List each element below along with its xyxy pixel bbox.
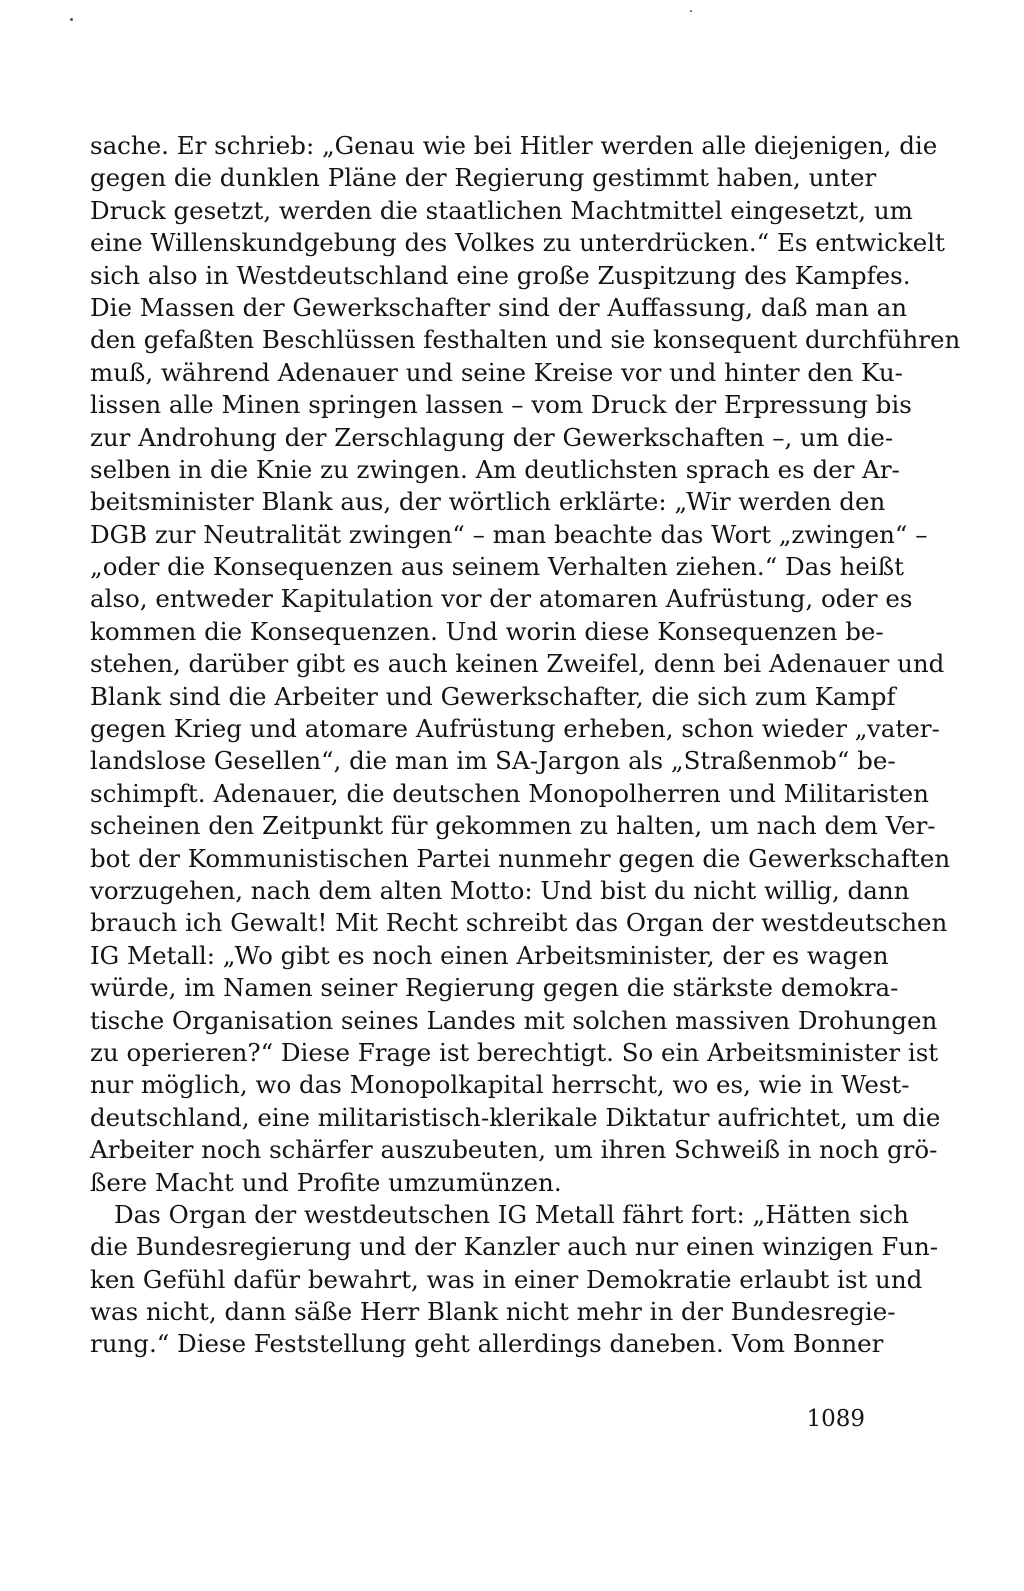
text-line: sich also in Westdeutschland eine große Zuspitzung des Kampfes. <box>90 260 911 290</box>
text-line: zu operieren?“ Diese Frage ist berechtigt. So ein Arbeitsminister ist <box>90 1037 939 1067</box>
text-line: stehen, darüber gibt es auch keinen Zweifel, denn bei Adenauer und <box>90 649 945 679</box>
text-line: eine Willenskundgebung des Volkes zu unterdrücken.“ Es entwickelt <box>90 228 945 258</box>
text-line: gegen die dunklen Pläne der Regierung gestimmt haben, unter <box>90 163 877 193</box>
text-line: nur möglich, wo das Monopolkapital herrscht, wo es, wie in West- <box>90 1070 910 1100</box>
text-line: Druck gesetzt, werden die staatlichen Machtmittel eingesetzt, um <box>90 195 913 225</box>
text-line: DGB zur Neutralität zwingen“ – man beachte das Wort „zwingen“ – <box>90 519 928 549</box>
paragraph <box>90 130 961 1199</box>
text-line: beitsminister Blank aus, der wörtlich erklärte: „Wir werden den <box>90 487 886 517</box>
text-line: IG Metall: „Wo gibt es noch einen Arbeitsminister, der es wagen <box>90 940 889 970</box>
text-line: muß, während Adenauer und seine Kreise vor und hinter den Ku- <box>90 357 903 387</box>
text-line: sache. Er schrieb: „Genau wie bei Hitler werden alle diejenigen, die <box>90 131 938 160</box>
text-line: zur Androhung der Zerschlagung der Gewerkschaften –, um die- <box>90 422 894 452</box>
text-line: ken Gefühl dafür bewahrt, was in einer Demokratie erlaubt ist und <box>90 1264 923 1294</box>
text-line: selben in die Knie zu zwingen. Am deutlichsten sprach es der Ar- <box>90 454 900 484</box>
text-line: die Bundesregierung und der Kanzler auch nur einen winzigen Fun- <box>90 1232 939 1262</box>
text-line: deutschland, eine militaristisch-klerikale Diktatur aufrichtet, um die <box>90 1102 941 1132</box>
text-line: schimpft. Adenauer, die deutschen Monopolherren und Militaristen <box>90 778 929 808</box>
text-line: Das Organ der westdeutschen IG Metall fährt fort: „Hätten sich <box>114 1199 909 1229</box>
text-line: vorzugehen, nach dem alten Motto: Und bist du nicht willig, dann <box>90 875 910 905</box>
text-line: Blank sind die Arbeiter und Gewerkschafter, die sich zum Kampf <box>90 681 896 711</box>
text-line: lissen alle Minen springen lassen – vom Druck der Erpressung bis <box>90 390 912 420</box>
text-line: scheinen den Zeitpunkt für gekommen zu halten, um nach dem Ver- <box>90 811 936 841</box>
text-line: tische Organisation seines Landes mit solchen massiven Drohungen <box>90 1005 938 1035</box>
scan-speck <box>690 10 692 12</box>
text-line: landslose Gesellen“, die man im SA-Jargon als „Straßenmob“ be- <box>90 746 896 776</box>
text-line: rung.“ Diese Feststellung geht allerdings daneben. Vom Bonner <box>90 1329 884 1359</box>
paragraph <box>90 1199 939 1361</box>
text-line: was nicht, dann säße Herr Blank nicht mehr in der Bundesregie- <box>90 1297 896 1327</box>
body-text <box>90 130 961 1361</box>
text-line: brauch ich Gewalt! Mit Recht schreibt das Organ der westdeutschen <box>90 908 948 938</box>
text-line: würde, im Namen seiner Regierung gegen die stärkste demokra- <box>90 973 899 1003</box>
text-line: gegen Krieg und atomare Aufrüstung erheben, schon wieder „vater- <box>90 714 940 744</box>
scan-speck <box>70 18 73 21</box>
page-number: 1089 <box>806 1406 865 1432</box>
text-line: Arbeiter noch schärfer auszubeuten, um ihren Schweiß in noch grö- <box>90 1135 938 1165</box>
text-line: Die Massen der Gewerkschafter sind der Auffassung, daß man an <box>90 292 908 322</box>
text-line: den gefaßten Beschlüssen festhalten und sie konsequent durchführen <box>90 325 961 355</box>
text-line: also, entweder Kapitulation vor der atomaren Aufrüstung, oder es <box>90 584 913 614</box>
text-line: ßere Macht und Profite umzumünzen. <box>90 1167 562 1197</box>
text-line: „oder die Konsequenzen aus seinem Verhalten ziehen.“ Das heißt <box>90 552 904 582</box>
text-line: bot der Kommunistischen Partei nunmehr gegen die Gewerkschaften <box>90 843 951 873</box>
text-line: kommen die Konsequenzen. Und worin diese Konsequenzen be- <box>90 616 884 646</box>
